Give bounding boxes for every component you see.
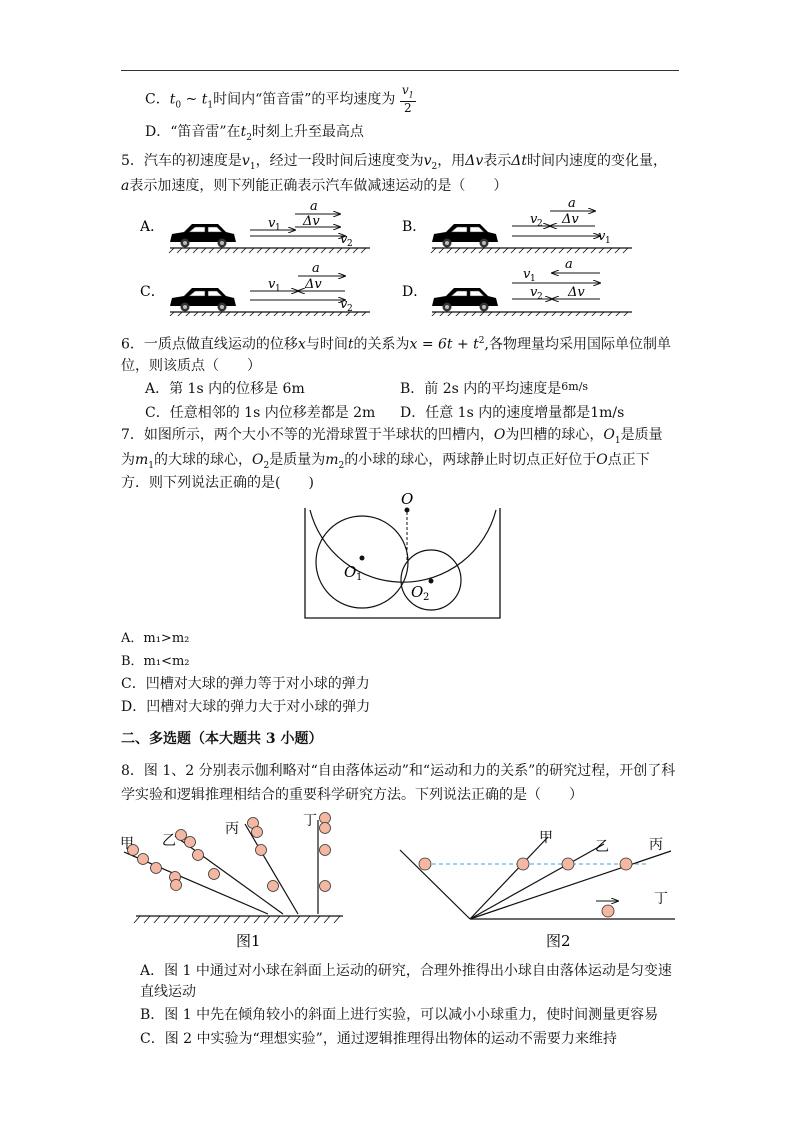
q5-options-figure: [140, 198, 680, 316]
q5-option-b-label: B．: [402, 219, 427, 235]
svg-text:2: 2: [423, 592, 430, 603]
q8-option-b: B．图 1 中先在倾角较小的斜面上进行实验，可以减小小球重力，使时间测量更容易: [140, 1007, 659, 1023]
svg-text:2: 2: [347, 304, 353, 314]
svg-text:O: O: [401, 490, 414, 508]
svg-text:v: v: [340, 297, 348, 312]
svg-text:Δv: Δv: [305, 277, 322, 292]
q7-stem-line2: 为$m_1$的大球的球心，$O_2$是质量为$m_2$的小球的球心，两球静止时切点正好位于O点正下: [121, 452, 650, 471]
svg-text:v: v: [523, 267, 531, 282]
q8-figures: [118, 808, 682, 956]
q4-option-d: D．“笛音雷”在$t_2$时刻上升至最高点: [145, 124, 364, 143]
q7-option-c: C．凹槽对大球的弹力等于对小球的弹力: [121, 676, 370, 692]
q5-stem-line1: 5．汽车的初速度是$v_1$，经过一段时间后速度变为$v_2$，用Δv表示Δt时间内速度的变化量，: [121, 153, 668, 172]
svg-text:1: 1: [605, 236, 611, 246]
q5-option-a-label: A．: [140, 219, 165, 235]
q5-option-c-label: C．: [140, 284, 165, 300]
q8-option-a-line2: 直线运动: [140, 984, 196, 1000]
galileo-figure-1: [120, 813, 343, 951]
q7-option-d: D．凹槽对大球的弹力大于对小球的弹力: [121, 699, 371, 715]
svg-text:2: 2: [537, 292, 543, 302]
svg-text:a: a: [310, 199, 318, 214]
svg-text:v: v: [598, 229, 606, 244]
svg-text:a: a: [312, 261, 320, 276]
q8-option-c: C．图 2 中实验为“理想实验”，通过逻辑推理得出物体的运动不需要力来维持: [140, 1031, 617, 1047]
q7-bowl-figure: [300, 490, 505, 625]
header-rule: [121, 70, 679, 71]
q6-option-a: A．第 1s 内的位移是 6m: [145, 381, 305, 397]
svg-text:1: 1: [530, 274, 536, 284]
svg-text:乙: 乙: [162, 833, 176, 849]
svg-text:甲: 甲: [539, 830, 553, 846]
galileo-figure-2: [400, 830, 675, 950]
svg-text:图2: 图2: [546, 932, 571, 950]
q6-option-b: B．前 2s 内的平均速度是$^{6m/s}$: [400, 380, 589, 397]
svg-text:v: v: [340, 232, 348, 247]
svg-text:O: O: [411, 583, 424, 601]
svg-text:丁: 丁: [654, 891, 668, 907]
svg-text:Δv: Δv: [303, 214, 320, 229]
svg-text:1: 1: [275, 284, 281, 294]
svg-text:v: v: [268, 216, 276, 231]
svg-text:Δv: Δv: [568, 285, 585, 300]
q7-option-b: B．m₁<m₂: [121, 654, 190, 669]
q5-stem-line2: a表示加速度，则下列能正确表示汽车做减速运动的是（ ）: [121, 178, 508, 194]
fraction-v1-over-2: $\frac{v_1}{2}$: [401, 83, 414, 116]
svg-text:2: 2: [347, 239, 353, 249]
svg-text:2: 2: [537, 219, 543, 229]
q6-option-c: C．任意相邻的 1s 内位移差都是 2m: [145, 405, 376, 421]
q8-option-a-line1: A．图 1 中通过对小球在斜面上运动的研究，合理外推得出小球自由落体运动是匀变速: [140, 963, 672, 979]
svg-text:1: 1: [356, 572, 363, 583]
svg-text:丁: 丁: [303, 813, 317, 829]
svg-text:v: v: [268, 277, 276, 292]
q5-option-d-label: D．: [402, 284, 428, 300]
q6-option-d: D．任意 1s 内的速度增量都是1m/s: [400, 405, 625, 421]
svg-text:v: v: [530, 212, 538, 227]
svg-text:图1: 图1: [236, 932, 261, 950]
svg-text:v: v: [530, 285, 538, 300]
svg-text:丙: 丙: [649, 837, 663, 853]
q8-stem-line1: 8．图 1、2 分别表示伽利略对“自由落体运动”和“运动和力的关系”的研究过程，开创了科: [121, 763, 676, 779]
q7-stem-line3: 方．则下列说法正确的是( ): [121, 475, 314, 491]
q7-stem-line1: 7．如图所示，两个大小不等的光滑球置于半球状的凹槽内，O为凹槽的球心，$O_1$是质量: [121, 427, 663, 446]
section-heading-multiple-choice: 二、多选题（本大题共 3 小题）: [121, 731, 323, 747]
svg-text:丙: 丙: [225, 821, 239, 837]
q6-stem-line1: 6．一质点做直线运动的位移x与时间t的关系为$x = 6t + t^2$,各物理量均采用国际单位制单: [121, 336, 671, 353]
svg-text:乙: 乙: [595, 839, 609, 855]
q6-stem-line2: 位，则该质点（ ）: [121, 358, 261, 374]
svg-text:O: O: [344, 563, 357, 581]
svg-text:Δv: Δv: [562, 212, 579, 227]
svg-text:1: 1: [275, 223, 281, 233]
q4-option-c: C．$t_0$ ~ $t_1$时间内“笛音雷”的平均速度为 $\frac{v_1}{2}$: [145, 83, 414, 116]
q8-stem-line2: 学实验和逻辑推理相结合的重要科学研究方法。下列说法正确的是（ ）: [121, 787, 583, 803]
svg-text:a: a: [565, 257, 573, 272]
q7-option-a: A．m₁>m₂: [121, 631, 190, 646]
svg-text:a: a: [568, 198, 576, 211]
svg-text:甲: 甲: [120, 836, 134, 852]
